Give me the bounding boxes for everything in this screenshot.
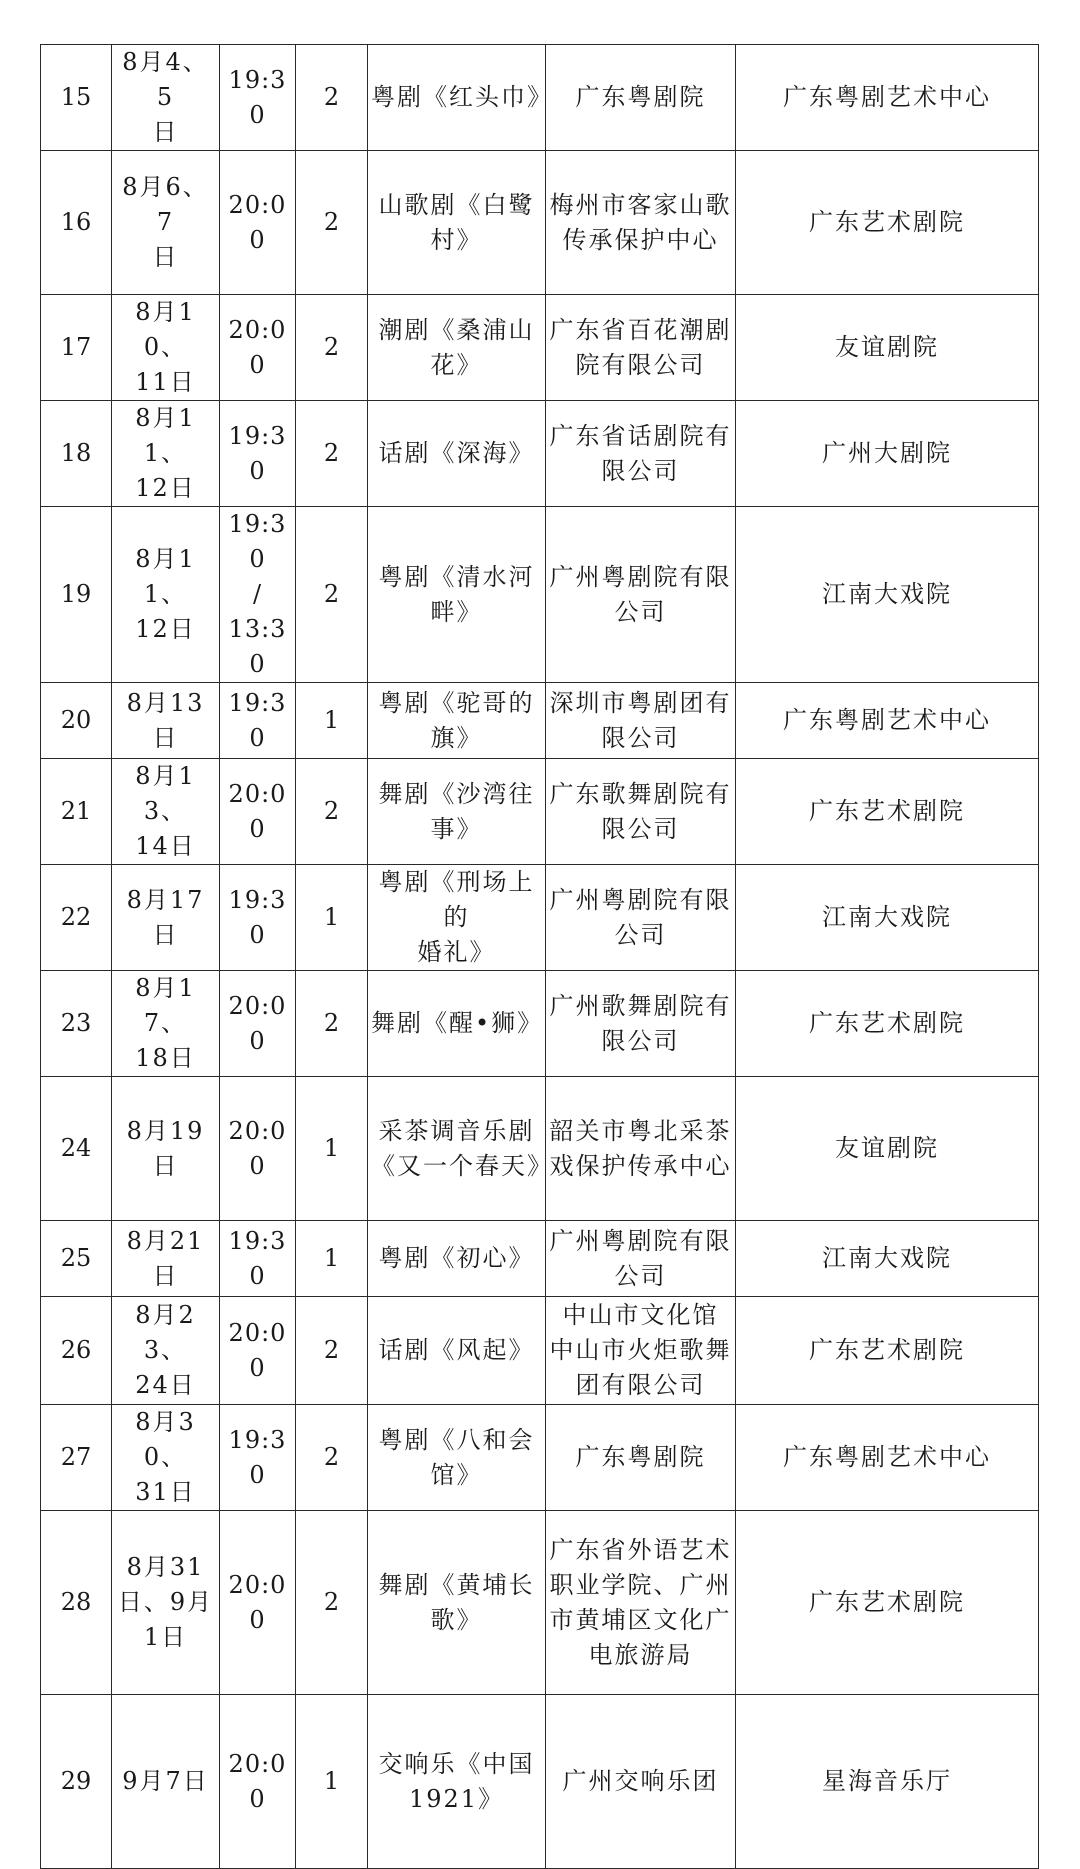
performance-count: 2 <box>296 507 368 683</box>
table-row <box>41 401 1039 507</box>
performance-date: 9月7日 <box>112 1695 220 1869</box>
performance-time: 20:00 <box>220 1695 296 1869</box>
performance-date: 8月31 日、9月 1日 <box>112 1511 220 1695</box>
performing-troupe: 广东粤剧院 <box>546 1405 736 1511</box>
venue: 广东粤剧艺术中心 <box>736 1405 1039 1511</box>
venue: 星海音乐厅 <box>736 1695 1039 1869</box>
row-number: 22 <box>41 865 112 971</box>
table-row <box>41 865 1039 971</box>
performing-troupe: 广州粤剧院有限 公司 <box>546 507 736 683</box>
performance-count: 1 <box>296 683 368 759</box>
venue: 江南大戏院 <box>736 1221 1039 1297</box>
table-row <box>41 759 1039 865</box>
performance-count: 2 <box>296 971 368 1077</box>
program-title: 舞剧《醒•狮》 <box>368 971 546 1077</box>
performance-count: 2 <box>296 1297 368 1405</box>
row-number: 20 <box>41 683 112 759</box>
venue: 友谊剧院 <box>736 295 1039 401</box>
performance-count: 2 <box>296 151 368 295</box>
row-number: 25 <box>41 1221 112 1297</box>
performance-time: 20:00 <box>220 1077 296 1221</box>
venue: 广州大剧院 <box>736 401 1039 507</box>
performance-time: 19:30 <box>220 683 296 759</box>
performance-date: 8月23、 24日 <box>112 1297 220 1405</box>
performing-troupe: 梅州市客家山歌 传承保护中心 <box>546 151 736 295</box>
program-title: 交响乐《中国 1921》 <box>368 1695 546 1869</box>
performing-troupe: 广州粤剧院有限 公司 <box>546 865 736 971</box>
performing-troupe: 中山市文化馆 中山市火炬歌舞 团有限公司 <box>546 1297 736 1405</box>
performance-date: 8月17、 18日 <box>112 971 220 1077</box>
row-number: 21 <box>41 759 112 865</box>
row-number: 27 <box>41 1405 112 1511</box>
performance-time: 20:00 <box>220 295 296 401</box>
performance-count: 2 <box>296 401 368 507</box>
performance-count: 1 <box>296 1221 368 1297</box>
performance-time: 19:30 / 13:30 <box>220 507 296 683</box>
performance-date: 8月19日 <box>112 1077 220 1221</box>
program-title: 话剧《风起》 <box>368 1297 546 1405</box>
program-title: 粤剧《初心》 <box>368 1221 546 1297</box>
table-row <box>41 1695 1039 1869</box>
performance-time: 20:00 <box>220 759 296 865</box>
performance-time: 19:30 <box>220 1405 296 1511</box>
program-title: 舞剧《沙湾往 事》 <box>368 759 546 865</box>
performing-troupe: 深圳市粤剧团有 限公司 <box>546 683 736 759</box>
table-row <box>41 295 1039 401</box>
row-number: 29 <box>41 1695 112 1869</box>
venue: 江南大戏院 <box>736 507 1039 683</box>
table-row <box>41 45 1039 151</box>
program-title: 粤剧《刑场上的 婚礼》 <box>368 865 546 971</box>
row-number: 24 <box>41 1077 112 1221</box>
performing-troupe: 广东歌舞剧院有 限公司 <box>546 759 736 865</box>
performance-date: 8月17日 <box>112 865 220 971</box>
performance-time: 20:00 <box>220 151 296 295</box>
performance-count: 2 <box>296 45 368 151</box>
venue: 友谊剧院 <box>736 1077 1039 1221</box>
performance-count: 1 <box>296 1077 368 1221</box>
performance-time: 20:00 <box>220 1511 296 1695</box>
performance-count: 1 <box>296 865 368 971</box>
row-number: 19 <box>41 507 112 683</box>
performing-troupe: 广州粤剧院有限 公司 <box>546 1221 736 1297</box>
performance-time: 19:30 <box>220 865 296 971</box>
program-title: 舞剧《黄埔长 歌》 <box>368 1511 546 1695</box>
venue: 广东粤剧艺术中心 <box>736 683 1039 759</box>
program-title: 采茶调音乐剧 《又一个春天》 <box>368 1077 546 1221</box>
performing-troupe: 广东省百花潮剧 院有限公司 <box>546 295 736 401</box>
performance-date: 8月11、 12日 <box>112 507 220 683</box>
table-row <box>41 1077 1039 1221</box>
venue: 广东粤剧艺术中心 <box>736 45 1039 151</box>
program-title: 粤剧《驼哥的 旗》 <box>368 683 546 759</box>
table-row <box>41 507 1039 683</box>
program-title: 话剧《深海》 <box>368 401 546 507</box>
performance-date: 8月6、7 日 <box>112 151 220 295</box>
performing-troupe: 广东粤剧院 <box>546 45 736 151</box>
performance-date: 8月13、 14日 <box>112 759 220 865</box>
performance-schedule-table <box>40 44 1039 1869</box>
performance-date: 8月10、 11日 <box>112 295 220 401</box>
performance-count: 2 <box>296 1511 368 1695</box>
table-row <box>41 683 1039 759</box>
performance-count: 2 <box>296 1405 368 1511</box>
performance-date: 8月21日 <box>112 1221 220 1297</box>
program-title: 粤剧《清水河 畔》 <box>368 507 546 683</box>
row-number: 16 <box>41 151 112 295</box>
performance-count: 1 <box>296 1695 368 1869</box>
venue: 广东艺术剧院 <box>736 1297 1039 1405</box>
performing-troupe: 广州交响乐团 <box>546 1695 736 1869</box>
row-number: 26 <box>41 1297 112 1405</box>
table-row <box>41 1405 1039 1511</box>
program-title: 山歌剧《白鹭 村》 <box>368 151 546 295</box>
row-number: 17 <box>41 295 112 401</box>
table-row <box>41 971 1039 1077</box>
row-number: 23 <box>41 971 112 1077</box>
venue: 广东艺术剧院 <box>736 759 1039 865</box>
performance-time: 19:30 <box>220 45 296 151</box>
performance-time: 19:30 <box>220 1221 296 1297</box>
program-title: 潮剧《桑浦山 花》 <box>368 295 546 401</box>
performance-date: 8月4、5 日 <box>112 45 220 151</box>
program-title: 粤剧《八和会 馆》 <box>368 1405 546 1511</box>
performance-date: 8月30、 31日 <box>112 1405 220 1511</box>
performing-troupe: 广州歌舞剧院有 限公司 <box>546 971 736 1077</box>
row-number: 28 <box>41 1511 112 1695</box>
performing-troupe: 韶关市粤北采茶 戏保护传承中心 <box>546 1077 736 1221</box>
program-title: 粤剧《红头巾》 <box>368 45 546 151</box>
table-row <box>41 1511 1039 1695</box>
performance-time: 20:00 <box>220 971 296 1077</box>
performance-time: 20:00 <box>220 1297 296 1405</box>
table-row <box>41 151 1039 295</box>
venue: 广东艺术剧院 <box>736 971 1039 1077</box>
performance-date: 8月11、 12日 <box>112 401 220 507</box>
performance-count: 2 <box>296 759 368 865</box>
venue: 广东艺术剧院 <box>736 1511 1039 1695</box>
venue: 广东艺术剧院 <box>736 151 1039 295</box>
table-row <box>41 1221 1039 1297</box>
row-number: 15 <box>41 45 112 151</box>
performance-time: 19:30 <box>220 401 296 507</box>
performing-troupe: 广东省外语艺术 职业学院、广州 市黄埔区文化广 电旅游局 <box>546 1511 736 1695</box>
performance-date: 8月13日 <box>112 683 220 759</box>
table-row <box>41 1297 1039 1405</box>
row-number: 18 <box>41 401 112 507</box>
performance-count: 2 <box>296 295 368 401</box>
performing-troupe: 广东省话剧院有 限公司 <box>546 401 736 507</box>
venue: 江南大戏院 <box>736 865 1039 971</box>
